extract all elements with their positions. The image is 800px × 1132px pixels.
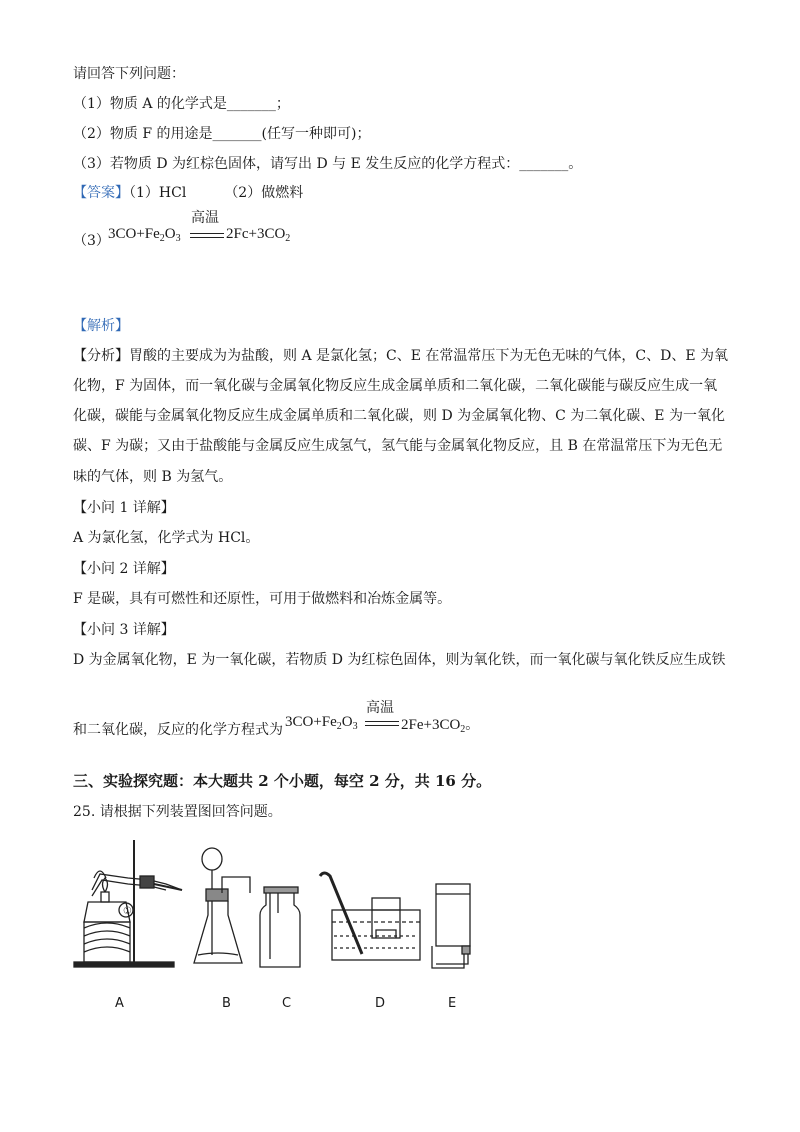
q2-head: 【小问 2 详解】: [73, 561, 175, 577]
q3-head: 【小问 3 详解】: [73, 622, 175, 638]
analysis-line-5: 味的气体，则 B 为氢气。: [73, 469, 233, 485]
eq1-right: 2Fc+3CO: [226, 226, 286, 242]
question-1: （1）物质 A 的化学式是_______；: [73, 96, 290, 112]
analysis-line-4: 碳、F 为碳；又由于盐酸能与金属反应生成氢气，氢气能与金属氧化物反应，且 B 在常温常压下为无色无: [73, 438, 723, 454]
eq1-sub1: 2: [159, 233, 165, 244]
eq1-equals-sign: [190, 233, 224, 238]
apparatus-a-drawing: [70, 838, 190, 970]
figure-label-a: A: [115, 996, 124, 1011]
figure-label-e: E: [448, 996, 457, 1011]
analysis-line-2: 化物，F 为固体，而一氧化碳与金属氧化物反应生成金属单质和二氧化碳，二氧化碳能与碳反应生成一氧: [73, 378, 718, 394]
eq2-condition: 高温: [366, 700, 394, 716]
eq2-sub1: 2: [336, 721, 342, 732]
marker-1-label: ①: [123, 906, 132, 917]
eq1-sub2: 3: [175, 233, 181, 244]
q1-text: A 为氯化氢，化学式为 HCl。: [73, 530, 260, 546]
eq2-right: 2Fe+3CO: [401, 717, 461, 733]
answer-3-prefix: （3）: [73, 233, 110, 249]
section-3-heading: 三、实验探究题：本大题共 2 个小题，每空 2 分，共 16 分。: [73, 772, 492, 790]
answer-1: （1）HCl: [129, 185, 187, 201]
answer-tag: 【答案】: [73, 185, 129, 201]
eq1-condition: 高温: [191, 210, 219, 226]
analysis-line-3: 化碳，碳能与金属氧化物反应生成金属单质和二氧化碳，则 D 为金属氧化物、C 为二氧化碳、E 为一氧化: [73, 408, 725, 424]
apparatus-d-drawing: [310, 866, 430, 972]
eq2-sub2: 3: [352, 721, 358, 732]
answer-2: （2）做燃料: [224, 185, 304, 201]
question-25: 25. 请根据下列装置图回答问题。: [73, 804, 282, 820]
question-2: （2）物质 F 的用途是_______(任写一种即可)；: [73, 126, 371, 142]
figure-label-c: C: [282, 996, 292, 1011]
apparatus-b-drawing: [192, 845, 262, 970]
intro-text: 请回答下列问题：: [73, 66, 185, 82]
q3-text-2: 和二氧化碳，反应的化学方程式为: [73, 722, 283, 738]
analysis-line-1: 【分析】胃酸的主要成为为盐酸，则 A 是氯化氢；C、E 在常温常压下为无色无味的气体，C、D、E 为氧: [73, 348, 728, 364]
q2-text: F 是碳，具有可燃性和还原性，可用于做燃料和冶炼金属等。: [73, 591, 452, 607]
q1-head: 【小问 1 详解】: [73, 500, 175, 516]
figure-label-b: B: [222, 996, 231, 1011]
apparatus-e-drawing: [428, 880, 478, 972]
answer-line: [73, 183, 303, 203]
eq1-left: 3CO+Fe: [108, 226, 160, 242]
q3-text: D 为金属氧化物，E 为一氧化碳，若物质 D 为红棕色固体，则为氧化铁，而一氧化碳与氧化铁反应生成铁: [73, 652, 726, 668]
eq2-end: 。: [465, 718, 480, 733]
question-3: （3）若物质 D 为红棕色固体，请写出 D 与 E 发生反应的化学方程式：_______。: [73, 156, 583, 172]
eq2-mid: O: [341, 714, 353, 730]
eq1-mid: O: [164, 226, 176, 242]
figure-label-d: D: [375, 996, 386, 1011]
eq2-equals-sign: [365, 721, 399, 726]
eq1-sub3: 2: [285, 233, 291, 244]
eq2-left: 3CO+Fe: [285, 714, 337, 730]
analysis-tag: 【解析】: [73, 318, 129, 334]
apparatus-c-drawing: [256, 885, 306, 970]
eq2-sub3: 2: [460, 724, 466, 735]
